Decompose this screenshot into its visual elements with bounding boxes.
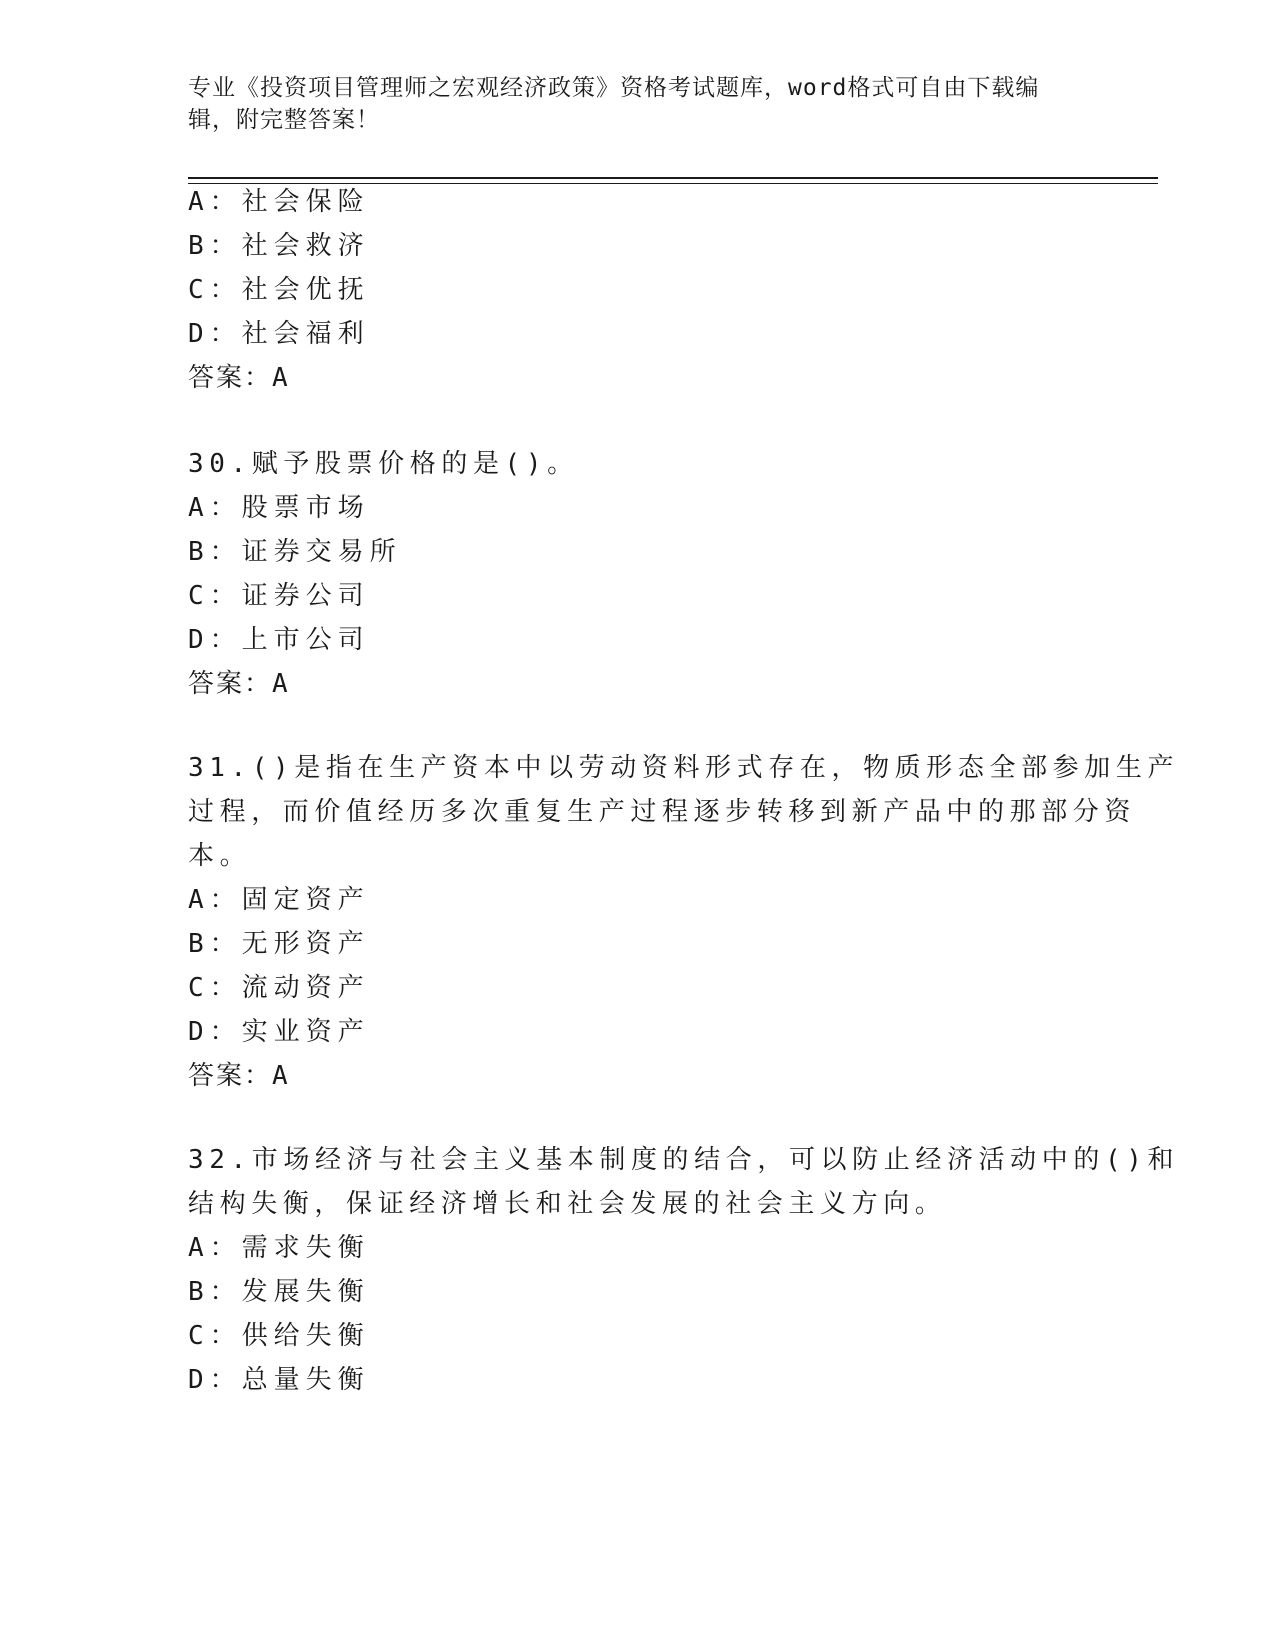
q30-answer: 答案：A bbox=[188, 669, 290, 699]
document-header bbox=[188, 72, 1068, 136]
q30-option-a: A：股票市场 bbox=[188, 493, 370, 523]
q31-option-a: A：固定资产 bbox=[188, 885, 370, 915]
q31-option-d: D：实业资产 bbox=[188, 1017, 370, 1047]
q32-option-a: A：需求失衡 bbox=[188, 1233, 370, 1263]
q29-answer: 答案：A bbox=[188, 363, 290, 393]
q31-option-c: C：流动资产 bbox=[188, 973, 370, 1003]
q29-option-a: A：社会保险 bbox=[188, 187, 370, 217]
q31-stem-line-3: 本。 bbox=[188, 841, 252, 871]
q32-option-c: C：供给失衡 bbox=[188, 1321, 370, 1351]
header-line-2: 辑，附完整答案！ bbox=[188, 107, 380, 133]
q31-stem-line-2: 过程，而价值经历多次重复生产过程逐步转移到新产品中的那部分资 bbox=[188, 797, 1137, 827]
q32-option-d: D：总量失衡 bbox=[188, 1365, 370, 1395]
q29-option-b: B：社会救济 bbox=[188, 231, 370, 261]
q30-stem-line-1: 30.赋予股票价格的是()。 bbox=[188, 449, 579, 479]
header-divider-thick bbox=[188, 177, 1158, 179]
q29-option-d: D：社会福利 bbox=[188, 319, 370, 349]
q30-option-c: C：证券公司 bbox=[188, 581, 370, 611]
header-divider-thin bbox=[188, 183, 1158, 184]
q32-stem-line-2: 结构失衡，保证经济增长和社会发展的社会主义方向。 bbox=[188, 1189, 947, 1219]
q31-answer: 答案：A bbox=[188, 1061, 290, 1091]
q32-option-b: B：发展失衡 bbox=[188, 1277, 370, 1307]
q31-option-b: B：无形资产 bbox=[188, 929, 370, 959]
q29-option-c: C：社会优抚 bbox=[188, 275, 370, 305]
header-line-1: 专业《投资项目管理师之宏观经济政策》资格考试题库，word格式可自由下载编 bbox=[188, 75, 1040, 101]
q30-option-d: D：上市公司 bbox=[188, 625, 370, 655]
q30-option-b: B：证券交易所 bbox=[188, 537, 402, 567]
q32-stem-line-1: 32.市场经济与社会主义基本制度的结合，可以防止经济活动中的()和 bbox=[188, 1145, 1180, 1175]
q31-stem-line-1: 31.()是指在生产资本中以劳动资料形式存在，物质形态全部参加生产 bbox=[188, 753, 1180, 783]
